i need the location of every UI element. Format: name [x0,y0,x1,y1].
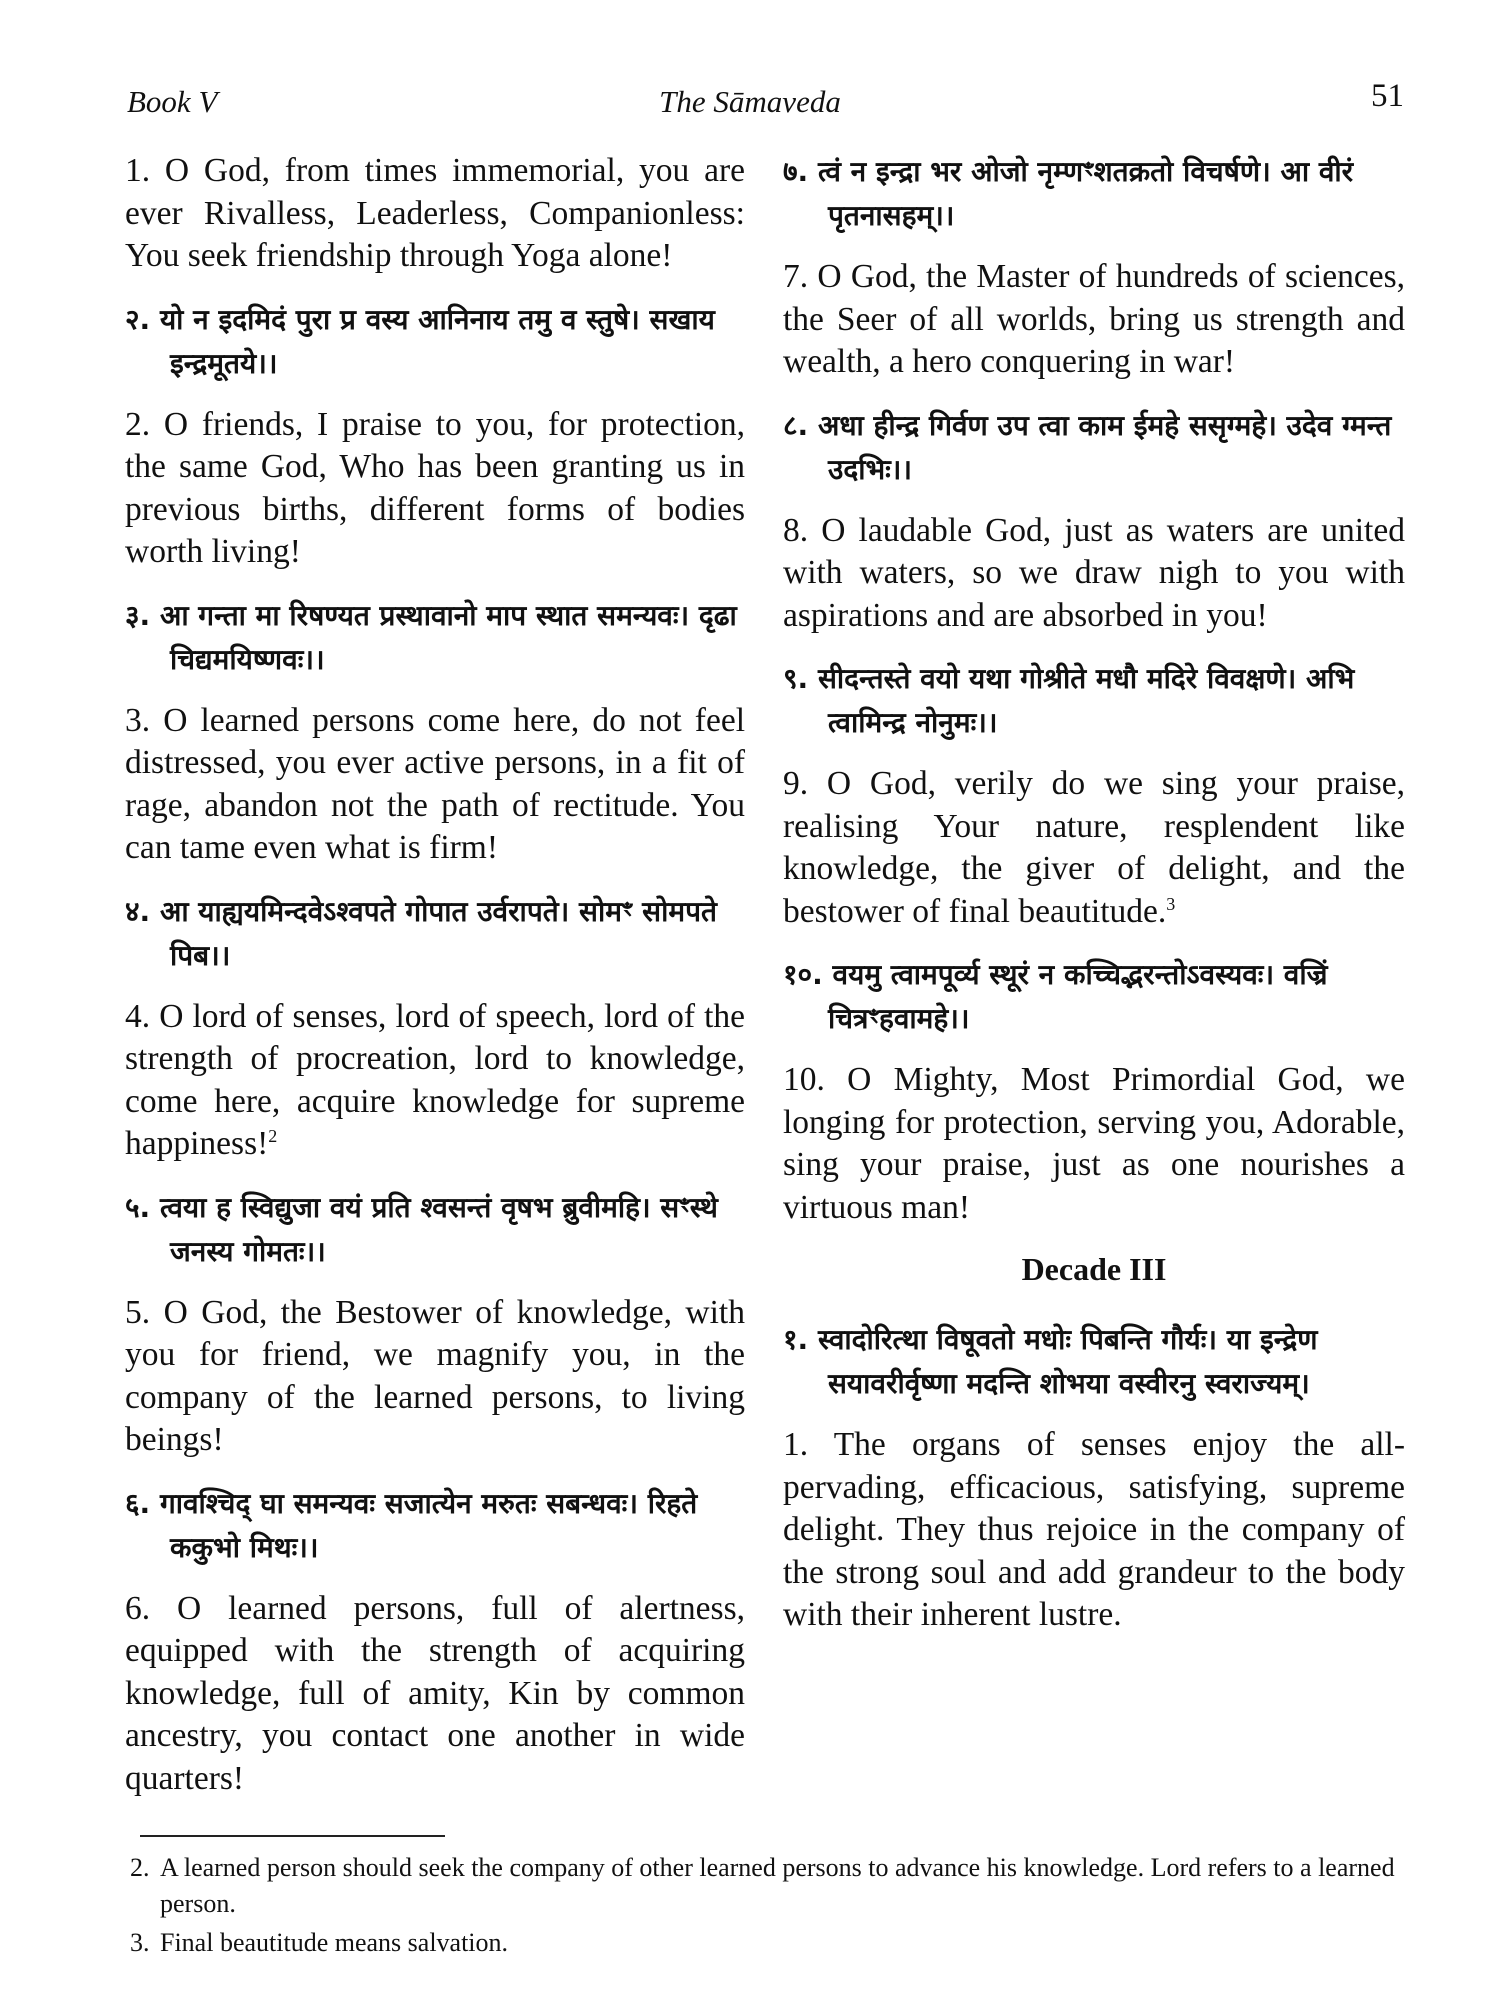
sanskrit-verse-3: ३. आ गन्ता मा रिषण्यत प्रस्थावानो माप स्थात समन्यवः। दृढा चिद्यमयिष्णवः।। [125,598,737,676]
verse-text: 9. O God, verily do we sing your praise, realising Your nature, resplendent like knowledge, the giver of delight, and the bestower of final beautitude. [783,765,1405,930]
footnote-number: 3. [130,1928,150,1957]
footnote-text: Final beautitude means salvation. [160,1928,509,1957]
running-head-title: The Sāmaveda [659,84,841,119]
verse-translation-8: 8. O laudable God, just as waters are united with waters, so we draw nigh to you with aspirations and are absorbed in you! [783,511,1405,634]
footnote-3 [130,1925,1405,1961]
running-head-book: Book V [127,84,218,119]
verse-translation-2: 2. O friends, I praise to you, for protection, the same God, Who has been granting us in previous births, different forms of bodies worth living! [125,405,745,570]
verse-translation-decade3-1: 1. The organs of senses enjoy the all-pervading, efficacious, satisfying, supreme delight. They thus rejoice in the company of the strong soul and add grandeur to the body with their inherent lustre. [783,1426,1405,1633]
verse-translation-7: 7. O God, the Master of hundreds of sciences, the Seer of all worlds, bring us strength and wealth, a hero conquering in war! [783,258,1405,380]
sanskrit-verse-6: ६. गावश्चिद् घा समन्यवः सजात्येन मरुतः सबन्धवः। रिहते ककुभो मिथः।। [125,1486,698,1564]
verse-translation-6: 6. O learned persons, full of alertness, equipped with the strength of acquiring knowledge, full of amity, Kin by common ancestry, you contact one another in wide quarters! [125,1589,745,1797]
sanskrit-verse-10: १०. वयमु त्वामपूर्व्य स्थूरं न कच्चिद्भरन्तोऽवस्यवः। वज्रिं चित्रꣳहवामहे।। [783,958,1328,1035]
verse-translation-5: 5. O God, the Bestower of knowledge, with you for friend, we magnify you, in the company of the learned persons, to living beings! [125,1293,745,1458]
sanskrit-verse-5: ५. त्वया ह स्विद्युजा वयं प्रति श्वसन्तं वृषभ ब्रुवीमहि। सꣳस्थे जनस्य गोमतः।। [125,1190,718,1268]
verse-text: 4. O lord of senses, lord of speech, lord of the strength of procreation, lord to knowledge, come here, acquire knowledge for supreme happiness! [125,997,745,1162]
sanskrit-verse-4: ४. आ याह्ययमिन्दवेऽश्वपते गोपात उर्वरापते। सोमꣳ सोमपते पिब।। [125,894,717,972]
footnote-number: 2. [130,1853,150,1882]
verse-translation-1: 1. O God, from times immemorial, you are ever Rivalless, Leaderless, Companionless: You seek friendship through Yoga alone! [125,152,745,274]
sanskrit-verse-9: ९. सीदन्तस्ते वयो यथा गोश्रीते मधौ मदिरे विवक्षणे। अभि त्वामिन्द्र नोनुमः।। [783,662,1355,739]
sanskrit-verse-8: ८. अधा हीन्द्र गिर्वण उप त्वा काम ईमहे ससृग्महे। उदेव ग्मन्त उदभिः।। [783,408,1392,486]
footnote-2 [130,1850,1405,1922]
sanskrit-verse-7: ७. त्वं न इन्द्रा भर ओजो नृम्णꣳशतक्रतो विचर्षणे। आ वीरं पृतनासहम्।। [783,155,1354,232]
verse-translation-4 [125,996,745,1166]
footnote-ref: 3 [1166,893,1176,914]
footnote-divider [140,1835,445,1837]
sanskrit-verse-decade3-1: १. स्वादोरित्था विषूवतो मधोः पिबन्ति गौर्यः। या इन्द्रेण सयावरीर्वृष्णा मदन्ति शोभया वस्वीरनु स्वराज्यम्। [783,1323,1318,1400]
right-column [783,150,1405,1657]
footnote-ref: 2 [268,1125,278,1146]
section-heading: Decade III [1021,1251,1167,1287]
footnote-text: A learned person should seek the company of other learned persons to advance his knowledge. Lord refers to a learned person. [160,1853,1395,1918]
verse-translation-9 [783,763,1405,933]
page-number: 51 [1371,78,1404,114]
verse-translation-3: 3. O learned persons come here, do not feel distressed, you ever active persons, in a fit of rage, abandon not the path of rectitude. You can tame even what is firm! [125,701,745,866]
left-column [125,150,745,1820]
sanskrit-verse-2: २. यो न इदमिदं पुरा प्र वस्य आनिनाय तमु व स्तुषे। सखाय इन्द्रमूतये।। [125,302,715,380]
verse-translation-10: 10. O Mighty, Most Primordial God, we longing for protection, serving you, Adorable, sing your praise, just as one nourishes a virtuous man! [783,1061,1405,1226]
